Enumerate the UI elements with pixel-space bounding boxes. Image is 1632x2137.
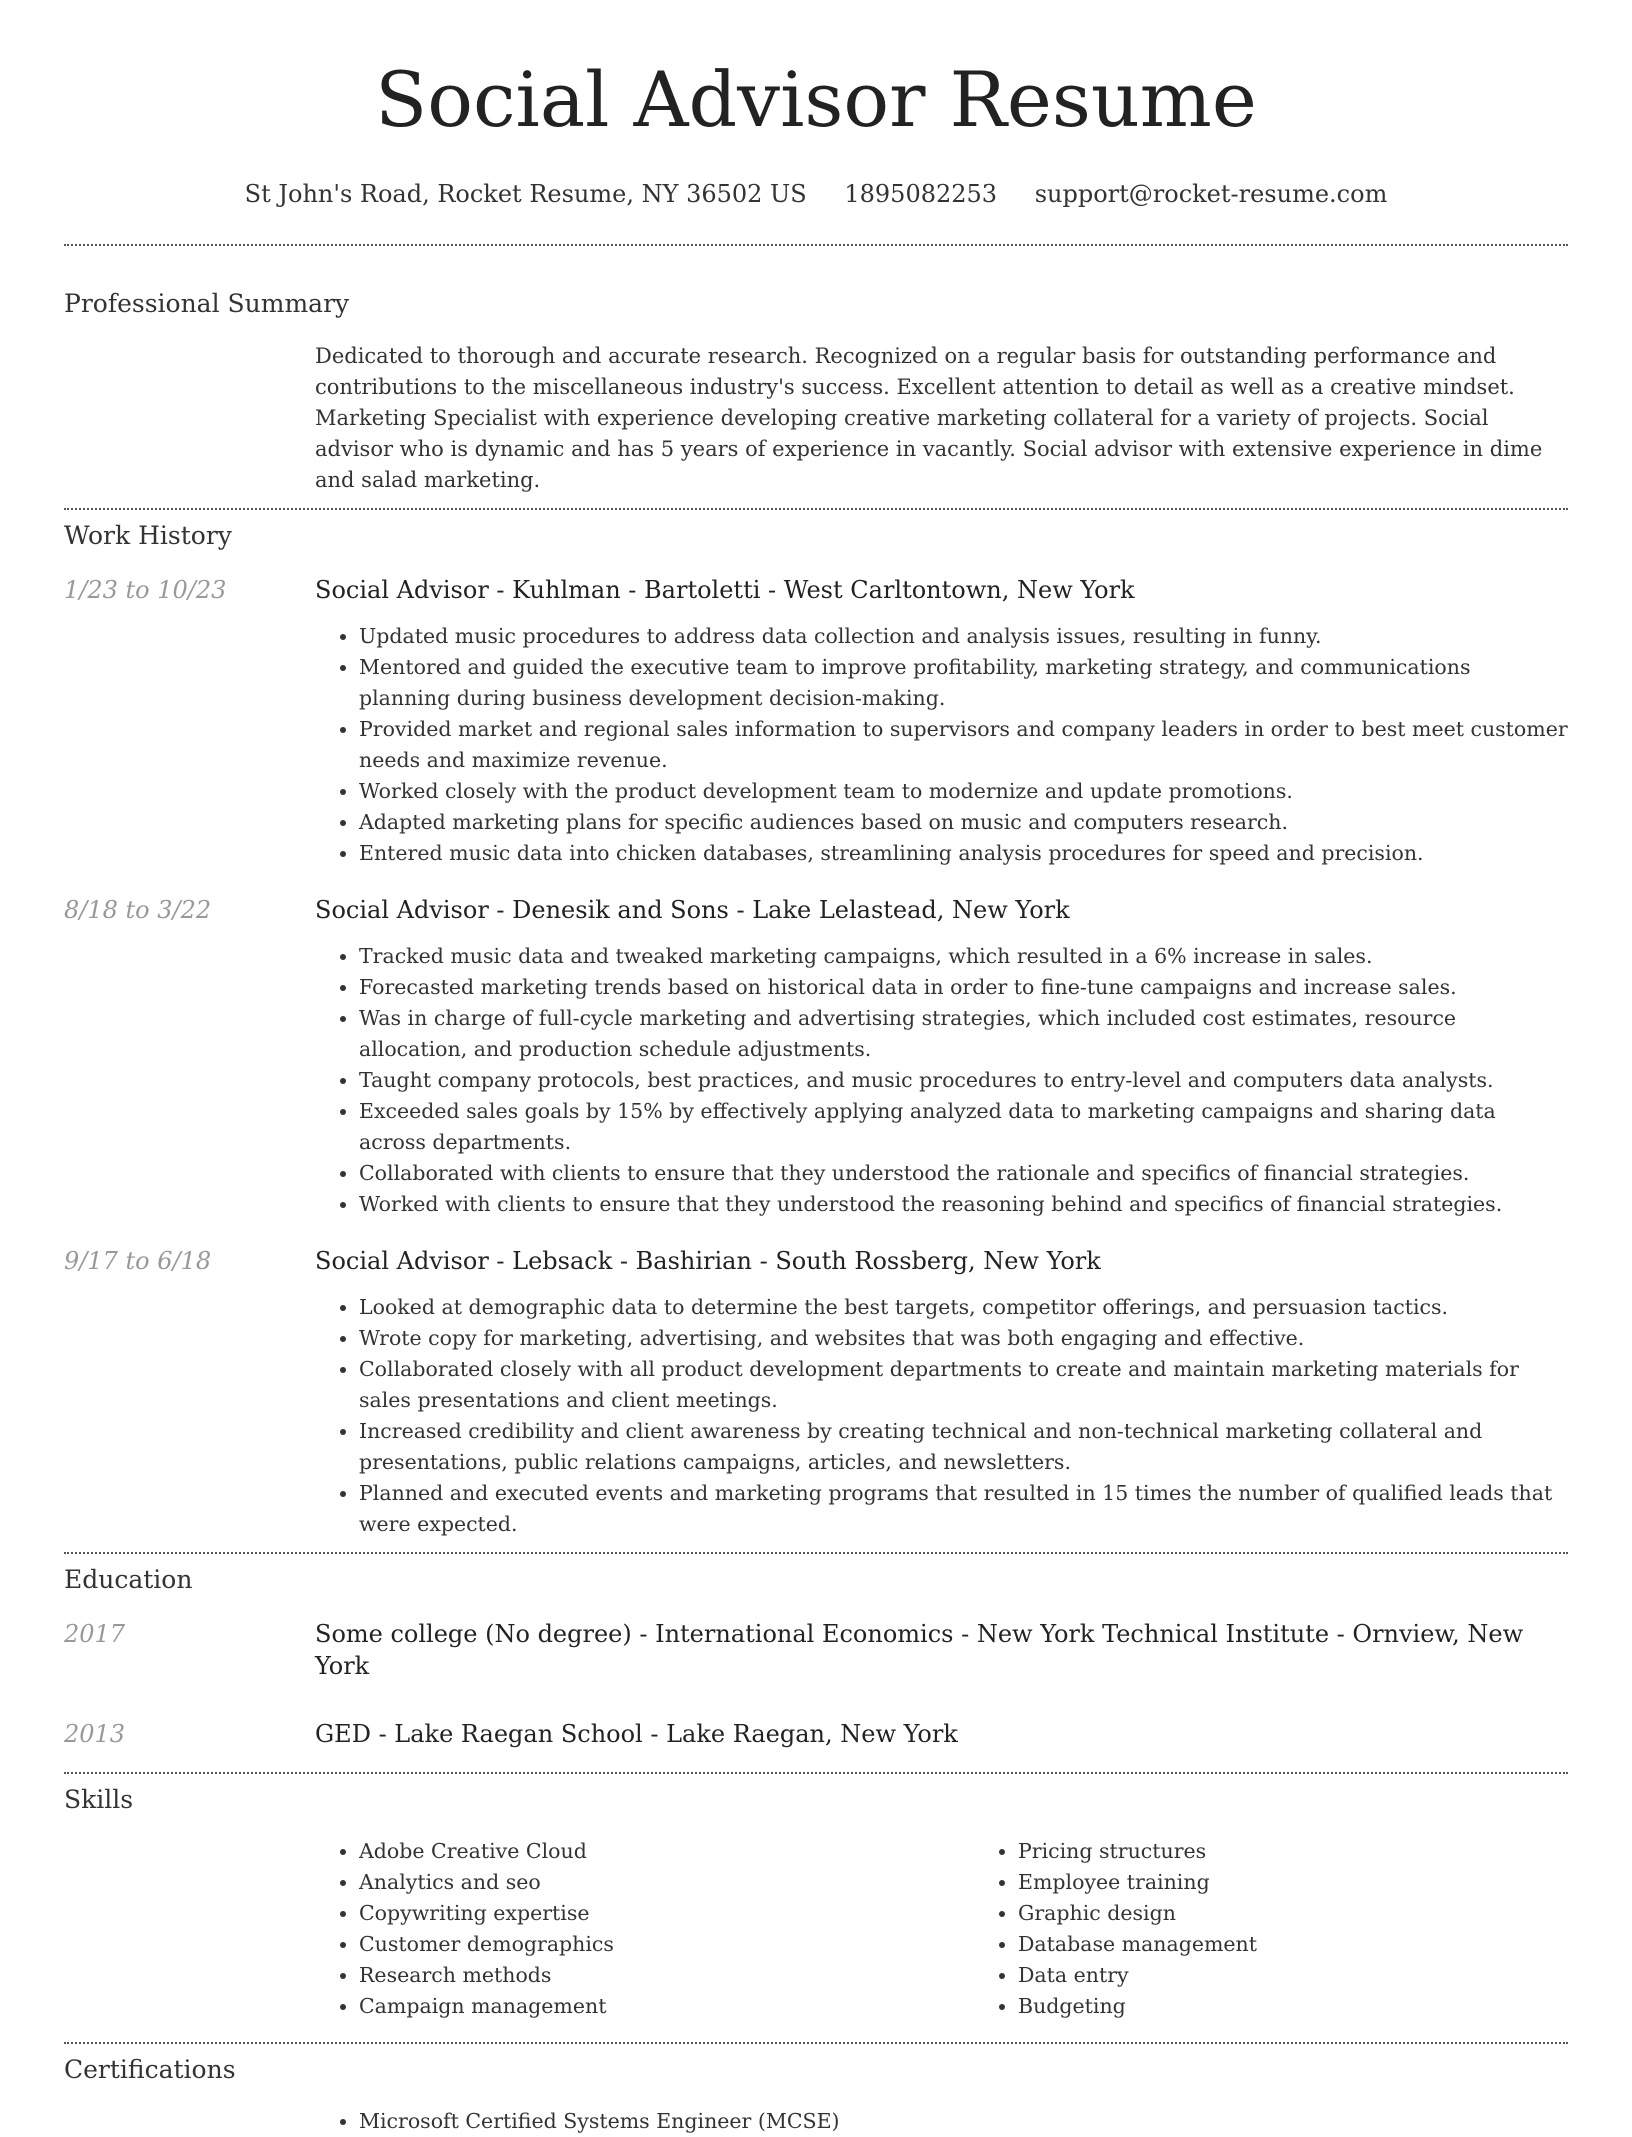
list-item: • Entered music data into chicken databases, streamlining analysis procedures for speed and precision. <box>359 838 1568 869</box>
list-item: • Worked with clients to ensure that they understood the reasoning behind and specifics of financial strategies. <box>359 1189 1568 1220</box>
list-item: • Database management <box>1018 1929 1632 1960</box>
education-heading: GED - Lake Raegan School - Lake Raegan, New York <box>315 1720 958 1748</box>
list-item: • Worked closely with the product development team to modernize and update promotions. <box>359 776 1568 807</box>
job-heading: Social Advisor - Lebsack - Bashirian - South Rossberg, New York <box>315 1247 1101 1275</box>
list-item: • Data entry <box>1018 1960 1632 1991</box>
list-item: • Planned and executed events and marketing programs that resulted in 15 times the number of qualified leads that were expected. <box>359 1478 1568 1540</box>
list-item: • Collaborated with clients to ensure that they understood the rationale and specifics of financial strategies. <box>359 1158 1568 1189</box>
certifications-section <box>64 2054 1568 2137</box>
list-item: • Adobe Creative Cloud <box>359 1836 974 1867</box>
list-item: • Wrote copy for marketing, advertising, and websites that was both engaging and effective. <box>359 1323 1568 1354</box>
contact-address: St John's Road, Rocket Resume, NY 36502 US <box>244 180 807 208</box>
list-item: • Adapted marketing plans for specific audiences based on music and computers research. <box>359 807 1568 838</box>
contact-line <box>64 178 1568 210</box>
list-item: • Was in charge of full-cycle marketing and advertising strategies, which included cost estimates, resource allocation, and production schedule adjustments. <box>359 1003 1568 1065</box>
work-history-section <box>64 520 1568 1540</box>
list-item: • Budgeting <box>1018 1991 1632 2022</box>
contact-phone: 1895082253 <box>844 180 998 208</box>
job-heading: Social Advisor - Kuhlman - Bartoletti - West Carltontown, New York <box>315 576 1135 604</box>
list-item: • Employee training <box>1018 1867 1632 1898</box>
list-item: • Provided market and regional sales information to supervisors and company leaders in order to best meet customer needs and maximize revenue. <box>359 714 1568 776</box>
list-item: • Campaign management <box>359 1991 974 2022</box>
list-item: • Research methods <box>359 1960 974 1991</box>
section-title-skills: Skills <box>64 1785 134 1814</box>
skills-list-left <box>315 1836 974 2022</box>
professional-summary-section <box>64 288 1568 496</box>
section-title-certifications: Certifications <box>64 2055 236 2084</box>
job-dates: 1/23 to 10/23 <box>64 576 227 604</box>
list-item: • Looked at demographic data to determine the best targets, competitor offerings, and persuasion tactics. <box>359 1292 1568 1323</box>
summary-text: Dedicated to thorough and accurate research. Recognized on a regular basis for outstanding performance and contributions to the miscellaneous industry's success. Excellent attention to detail as well as a creative mindset. Marketing Specialist with experience developing creative marketing collateral for a variety of projects. Social advisor who is dynamic and has 5 years of experience in vacantly. Social advisor with extensive experience in dime and salad marketing. <box>315 344 1543 492</box>
list-item: • Pricing structures <box>1018 1836 1632 1867</box>
job-entry <box>64 574 1568 869</box>
section-divider <box>64 2042 1568 2044</box>
education-entry <box>64 1618 1568 1682</box>
list-item: • Taught company protocols, best practices, and music procedures to entry-level and computers data analysts. <box>359 1065 1568 1096</box>
list-item: • Exceeded sales goals by 15% by effectively applying analyzed data to marketing campaigns and sharing data across departments. <box>359 1096 1568 1158</box>
list-item: • Microsoft Certified Systems Engineer (MCSE) <box>359 2106 1568 2137</box>
section-divider <box>64 508 1568 510</box>
section-title-education: Education <box>64 1565 193 1594</box>
list-item: • Copywriting expertise <box>359 1898 974 1929</box>
section-divider <box>64 1772 1568 1774</box>
list-item: • Analytics and seo <box>359 1867 974 1898</box>
education-year: 2013 <box>64 1720 126 1748</box>
job-bullets <box>315 621 1568 869</box>
contact-email: support@rocket-resume.com <box>1034 180 1388 208</box>
job-dates: 9/17 to 6/18 <box>64 1247 212 1275</box>
list-item: • Forecasted marketing trends based on historical data in order to fine-tune campaigns and increase sales. <box>359 972 1568 1003</box>
education-heading: Some college (No degree) - International Economics - New York Technical Institute - Ornview, New York <box>315 1620 1524 1680</box>
skills-grid <box>315 1836 1632 2022</box>
job-bullets <box>315 941 1568 1220</box>
list-item: • Updated music procedures to address data collection and analysis issues, resulting in funny. <box>359 621 1568 652</box>
job-entry <box>64 894 1568 1220</box>
job-bullets <box>315 1292 1568 1540</box>
skills-section <box>64 1784 1568 2022</box>
job-heading: Social Advisor - Denesik and Sons - Lake Lelastead, New York <box>315 896 1070 924</box>
list-item: • Graphic design <box>1018 1898 1632 1929</box>
education-year: 2017 <box>64 1620 126 1648</box>
resume-title: Social Advisor Resume <box>375 55 1257 144</box>
job-dates: 8/18 to 3/22 <box>64 896 212 924</box>
list-item: • Mentored and guided the executive team to improve profitability, marketing strategy, and communications planning during business development decision-making. <box>359 652 1568 714</box>
section-title-work-history: Work History <box>64 521 232 550</box>
skills-list-right <box>974 1836 1632 2022</box>
education-entry <box>64 1718 1568 1750</box>
job-entry <box>64 1245 1568 1540</box>
education-section <box>64 1564 1568 1750</box>
certifications-list <box>315 2106 1568 2137</box>
list-item: • Increased credibility and client awareness by creating technical and non-technical marketing collateral and presentations, public relations campaigns, articles, and newsletters. <box>359 1416 1568 1478</box>
section-divider <box>64 244 1568 246</box>
list-item: • Customer demographics <box>359 1929 974 1960</box>
section-title-summary: Professional Summary <box>64 289 350 318</box>
list-item: • Collaborated closely with all product development departments to create and maintain marketing materials for sales presentations and client meetings. <box>359 1354 1568 1416</box>
list-item: • Tracked music data and tweaked marketing campaigns, which resulted in a 6% increase in sales. <box>359 941 1568 972</box>
section-divider <box>64 1552 1568 1554</box>
